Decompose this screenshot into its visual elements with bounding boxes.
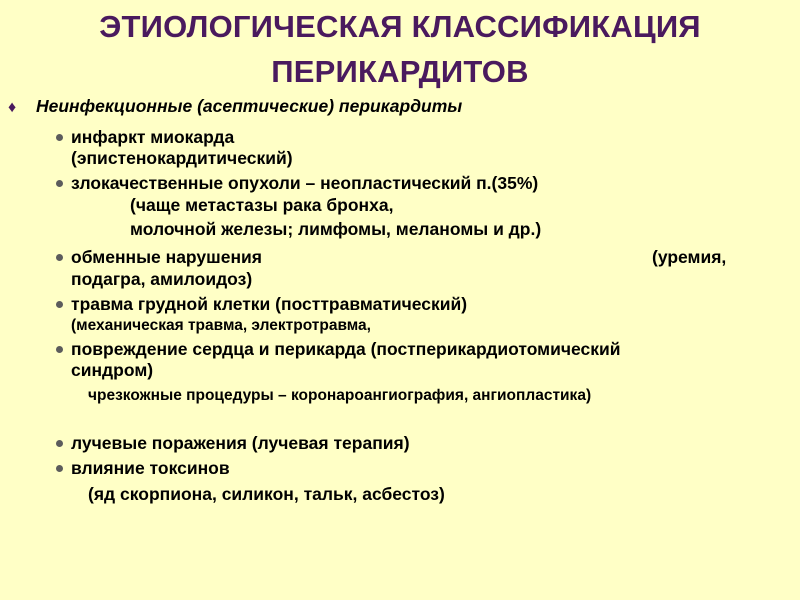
diamond-bullet-icon: ♦: [8, 99, 17, 116]
list-item-text: (уремия,: [652, 247, 727, 267]
bullet-dot-icon: [56, 180, 63, 187]
list-item-text: (эпистенокардитический): [71, 148, 293, 168]
list-item-text: лучевые поражения (лучевая терапия): [71, 433, 410, 453]
bullet-dot-icon: [56, 301, 63, 308]
list-item-text: влияние токсинов: [71, 458, 230, 478]
list-item-text: травма грудной клетки (посттравматический): [71, 294, 468, 314]
bullet-dot-icon: [56, 254, 63, 261]
list-item-subtext: чрезкожные процедуры – коронароангиография, ангиопластика): [88, 387, 592, 404]
list-item-subtext: молочной железы; лимфомы, меланомы и др.): [130, 219, 542, 239]
list-item-text: повреждение сердца и перикарда (постперикардиотомический: [71, 339, 621, 359]
bullet-dot-icon: [56, 346, 63, 353]
list-item-text: инфаркт миокарда: [71, 127, 235, 147]
list-item-text: обменные нарушения: [71, 247, 262, 267]
list-item-subtext: (яд скорпиона, силикон, тальк, асбестоз): [88, 484, 445, 504]
title-line-2: ПЕРИКАРДИТОВ: [271, 54, 529, 89]
title-line-1: ЭТИОЛОГИЧЕСКАЯ КЛАССИФИКАЦИЯ: [99, 9, 701, 44]
slide-title: [0, 4, 800, 94]
list-item-text: злокачественные опухоли – неопластический п.(35%): [71, 173, 539, 193]
bullet-dot-icon: [56, 440, 63, 447]
bullet-dot-icon: [56, 134, 63, 141]
section-heading-text: Неинфекционные (асептические) перикардиты: [36, 96, 463, 116]
list-item-subtext: (чаще метастазы рака бронха,: [130, 195, 394, 215]
bullet-dot-icon: [56, 465, 63, 472]
section-heading: [8, 95, 462, 119]
list-item-text: синдром): [71, 360, 154, 380]
list-item-text: подагра, амилоидоз): [71, 269, 253, 289]
list-item-subtext: (механическая травма, электротравма,: [71, 317, 371, 334]
